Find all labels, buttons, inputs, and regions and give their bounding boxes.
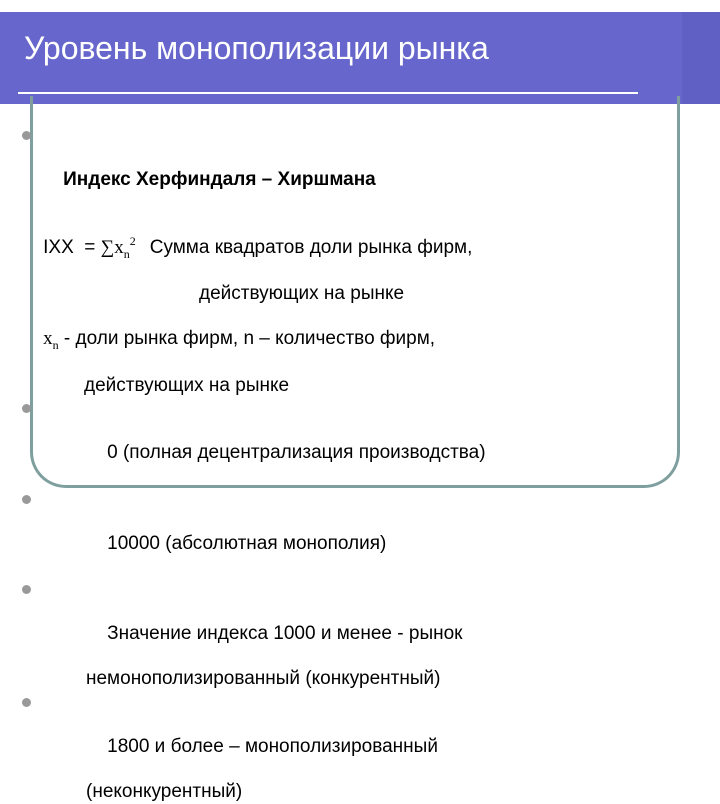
list-item-text-cont: немонополизированный (конкурентный)	[86, 668, 441, 690]
xn-subscript: n	[52, 338, 59, 353]
list-item	[22, 578, 682, 668]
title-band-edge	[682, 12, 720, 104]
formula-row	[22, 214, 682, 283]
bullet-icon	[22, 698, 31, 707]
xn-var: x	[43, 328, 53, 350]
formula-description-cont: действующих на рынке	[199, 283, 405, 305]
bullet-icon	[22, 585, 31, 594]
xn-definition-cont: действующих на рынке	[84, 374, 290, 396]
list-item	[22, 488, 682, 578]
slide-content	[22, 124, 682, 804]
formula-description: Сумма квадратов доли рынка фирм,	[149, 236, 473, 258]
formula-lhs: IXX =	[43, 236, 101, 258]
formula-subscript: n	[123, 246, 130, 261]
xn-definition: - доли рынка фирм, n – количество фирм,	[58, 328, 436, 350]
list-item-text: 0 (полная децентрализация производства)	[107, 442, 486, 464]
formula-sum: ∑x	[100, 236, 124, 258]
index-heading: Индекс Херфиндаля – Хиршмана	[63, 169, 376, 191]
list-item-text-cont: (неконкурентный)	[86, 781, 243, 803]
formula-superscript: 2	[129, 233, 136, 248]
list-item-text: 1800 и более – монополизированный	[107, 736, 438, 758]
list-item	[22, 397, 682, 487]
bullet-icon	[22, 495, 31, 504]
list-item-text: Значение индекса 1000 и менее - рынок	[107, 623, 463, 645]
xn-definition-row	[22, 306, 682, 375]
heading-row	[22, 124, 682, 214]
bullet-icon	[22, 404, 31, 413]
slide-title: Уровень монополизации рынка	[24, 30, 489, 66]
list-item	[22, 691, 682, 781]
list-item-text: 10000 (абсолютная монополия)	[107, 532, 387, 554]
title-underline	[18, 92, 638, 94]
bullet-icon	[22, 131, 31, 140]
